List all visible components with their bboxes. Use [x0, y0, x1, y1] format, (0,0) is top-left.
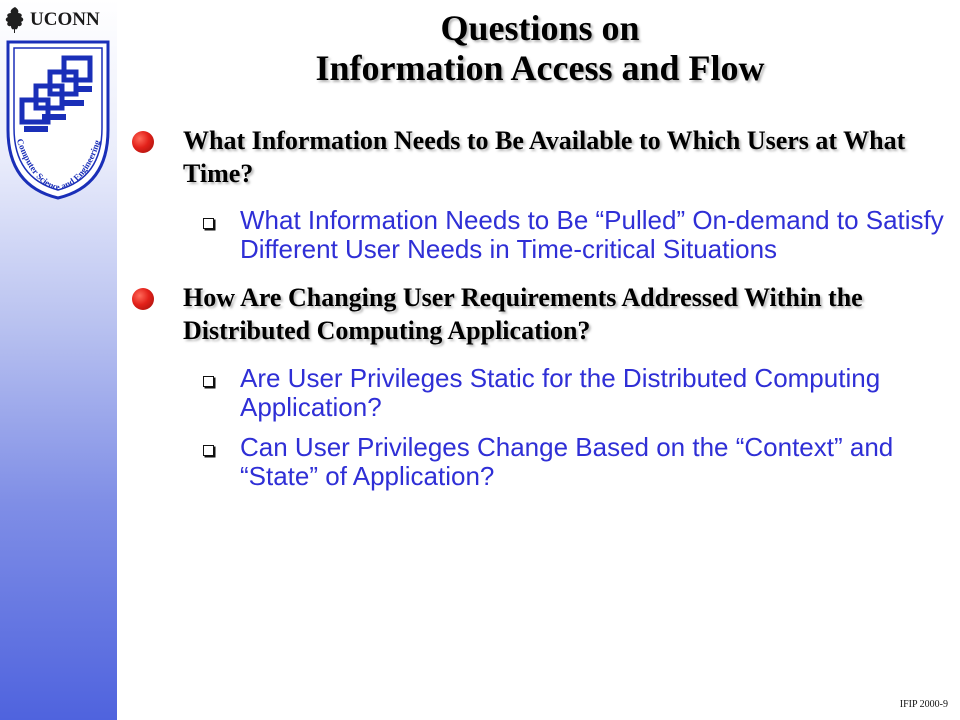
red-bullet-icon: [132, 288, 154, 310]
slide-footer-label: IFIP 2000-9: [899, 699, 948, 710]
sub-bullet-text: Can User Privileges Change Based on the “Context” and “State” of Application?: [240, 432, 894, 491]
square-bullet-icon: [203, 445, 214, 456]
bullet-text: How Are Changing User Requirements Addressed Within the Distributed Computing Application?: [183, 283, 863, 345]
sub-bullet-item: [128, 206, 948, 264]
cse-emblem: [2, 38, 114, 202]
brand: [4, 6, 100, 34]
slide-body: [128, 124, 948, 491]
bullet-text: What Information Needs to Be Available to Which Users at What Time?: [183, 126, 906, 188]
bullet-item: [128, 124, 948, 190]
title-line-1: Questions on: [440, 8, 640, 48]
square-bullet-icon: [203, 218, 214, 229]
sub-bullet-item: [128, 433, 948, 491]
slide-title: [120, 8, 960, 88]
red-bullet-icon: [132, 131, 154, 153]
title-line-2: Information Access and Flow: [315, 48, 765, 88]
sub-bullet-text: What Information Needs to Be “Pulled” On-demand to Satisfy Different User Needs in Time-critical Situations: [240, 205, 944, 264]
sub-bullet-text: Are User Privileges Static for the Distributed Computing Application?: [240, 363, 881, 422]
emblem-caption: Computer Science and Engineering: [14, 137, 103, 193]
square-bullet-icon: [203, 376, 214, 387]
brand-name: UCONN: [30, 9, 100, 30]
sub-bullet-item: [128, 364, 948, 422]
oak-leaf-logo-icon: [4, 6, 26, 34]
bullet-item: [128, 281, 948, 347]
